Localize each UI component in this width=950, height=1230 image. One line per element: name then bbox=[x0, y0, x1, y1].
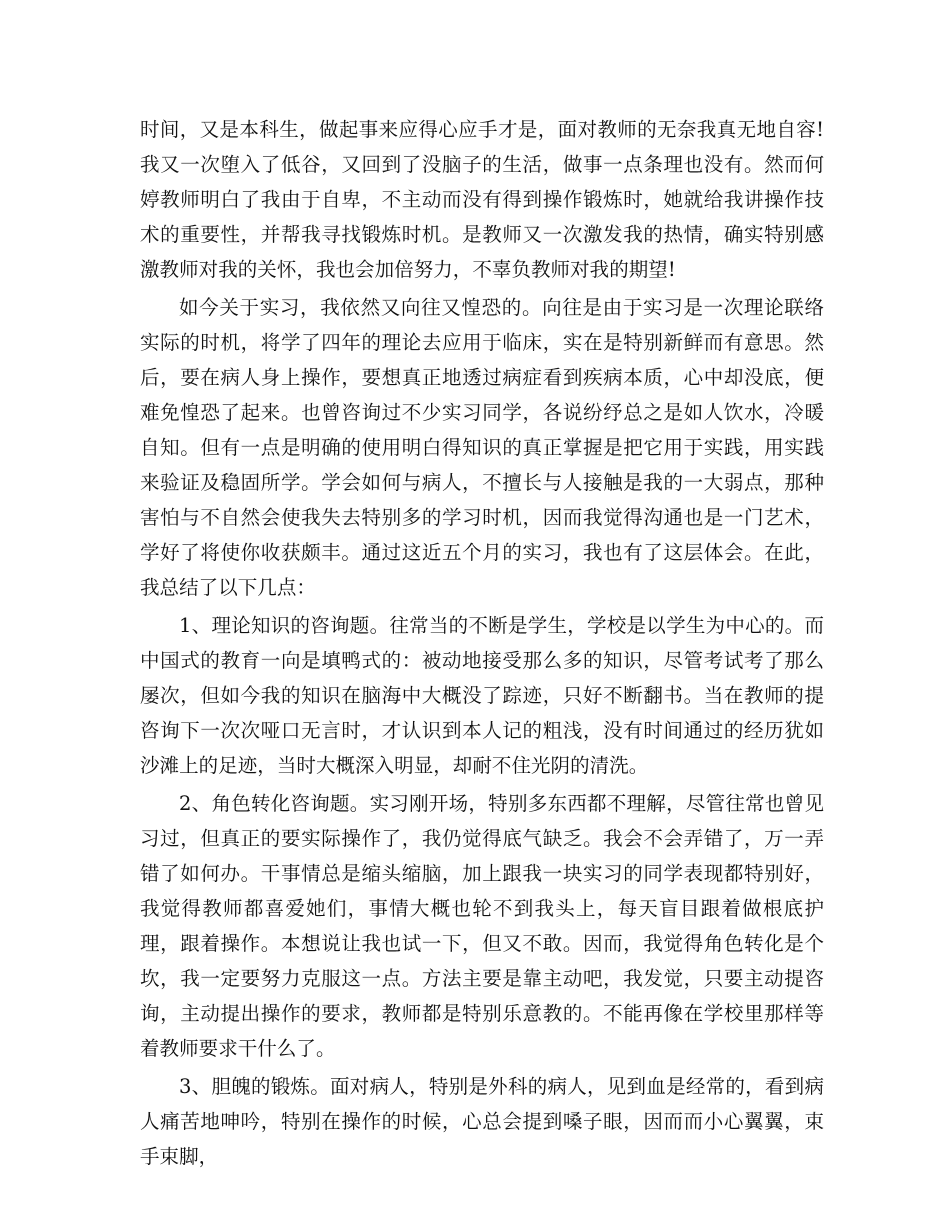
document-body bbox=[140, 112, 824, 1174]
paragraph-5: 3、胆魄的锻炼。面对病人，特别是外科的病人，见到血是经常的，看到病人痛苦地呻吟，特别在操作的时候，心总会提到嗓子眼，因而而小心翼翼，束手束脚， bbox=[140, 1075, 824, 1168]
paragraph-3: 1、理论知识的咨询题。往常当的不断是学生，学校是以学生为中心的。而中国式的教育一向是填鸭式的：被动地接受那么多的知识，尽管考试考了那么屡次，但如今我的知识在脑海中大概没了踪迹，只好不断翻书。当在教师的提咨询下一次次哑口无言时，才认识到本人记的粗浅，没有时间通过的经历犹如沙滩上的足迹，当时大概深入明显，却耐不住光阴的清洗。 bbox=[140, 614, 824, 777]
paragraph-2: 如今关于实习，我依然又向往又惶恐的。向往是由于实习是一次理论联络实际的时机，将学了四年的理论去应用于临床，实在是特别新鲜而有意思。然后，要在病人身上操作，要想真正地透过病症看到疾病本质，心中却没底，便难免惶恐了起来。也曾咨询过不少实习同学，各说纷纾总之是如人饮水，冷暖自知。但有一点是明确的使用明白得知识的真正掌握是把它用于实践，用实践来验证及稳固所学。学会如何与病人，不擅长与人接触是我的一大弱点，那种害怕与不自然会使我失去特别多的学习时机，因而我觉得沟通也是一门艺术，学好了将使你收获颇丰。通过这近五个月的实习，我也有了这层体会。在此，我总结了以下几点： bbox=[140, 296, 824, 599]
paragraph-4: 2、角色转化咨询题。实习刚开场，特别多东西都不理解，尽管往常也曾见习过，但真正的要实际操作了，我仍觉得底气缺乏。我会不会弄错了，万一弄错了如何办。干事情总是缩头缩脑，加上跟我一块实习的同学表现都特别好，我觉得教师都喜爱她们，事情大概也轮不到我头上，每天盲目跟着做根底护理，跟着操作。本想说让我也试一下，但又不敢。因而，我觉得角色转化是个坎，我一定要努力克服这一点。方法主要是靠主动吧，我发觉，只要主动提咨询，主动提出操作的要求，教师都是特别乐意教的。不能再像在学校里那样等着教师要求干什么了。 bbox=[140, 792, 824, 1060]
paragraph-1: 时间，又是本科生，做起事来应得心应手才是，面对教师的无奈我真无地自容!我又一次堕入了低谷，又回到了没脑子的生活，做事一点条理也没有。然而何婷教师明白了我由于自卑，不主动而没有得到操作锻炼时，她就给我讲操作技术的重要性，并帮我寻找锻炼时机。是教师又一次激发我的热情，确实特别感激教师对我的关怀，我也会加倍努力，不辜负教师对我的期望! bbox=[140, 118, 824, 281]
